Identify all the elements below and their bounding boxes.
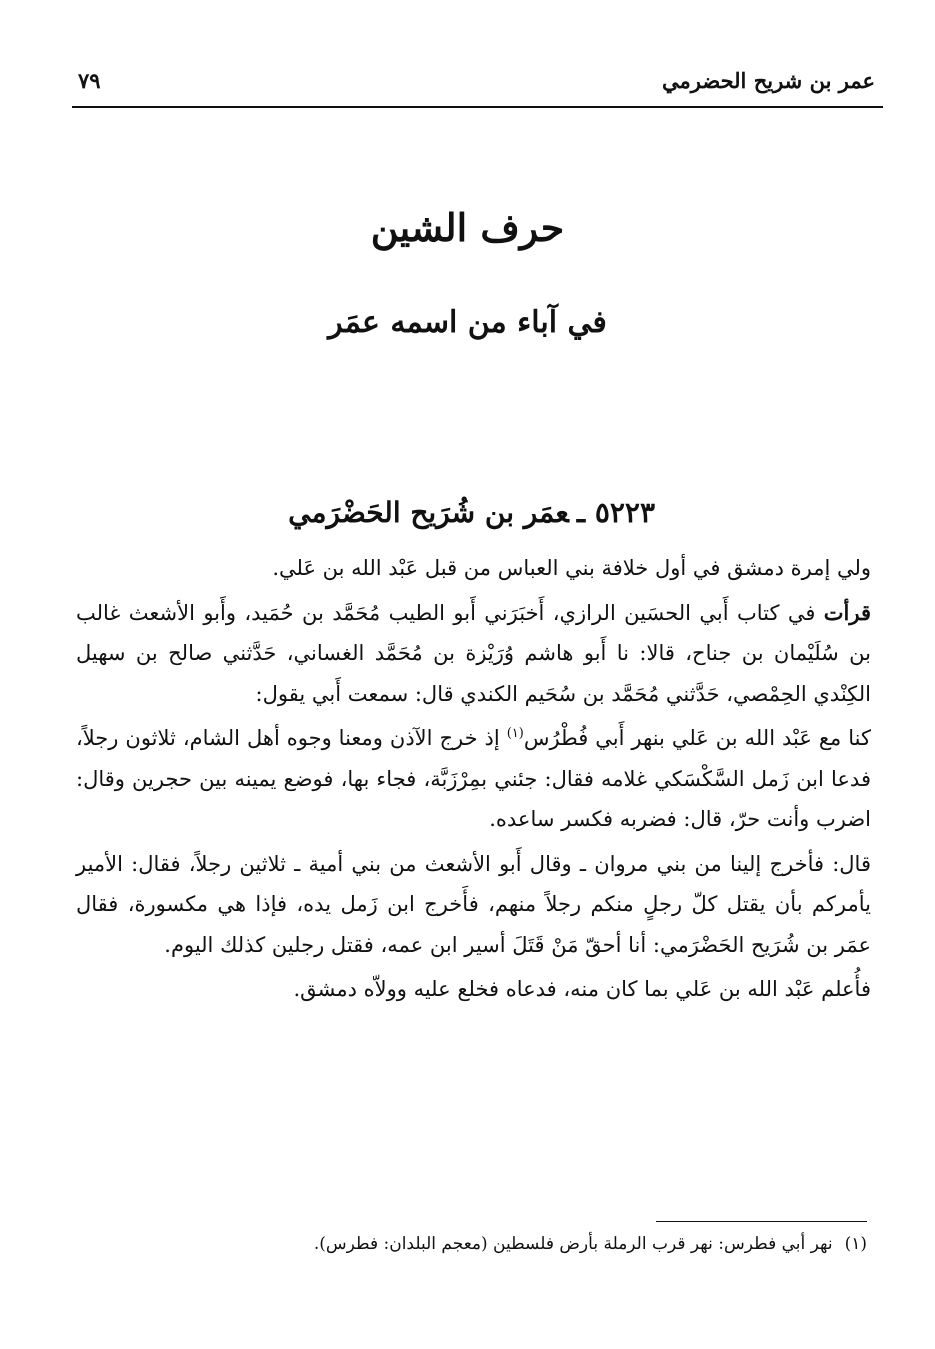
paragraph-2-text: في كتاب أَبي الحسَين الرازي، أَخبَرَني أَبو الطيب مُحَمَّد بن حُمَيد، وأَبو الأشعث غالب بن سُلَيْمان بن جناح، قالا: نا أَبو هاشم وُرَيْزة بن مُحَمَّد الغساني، حَدَّثني صالح بن سهيل الكِنْدي الحِمْصي، حَدَّثني مُحَمَّد بن سُحَيم الكندي قال: سمعت أَبي يقول: xyxy=(76,600,871,706)
body-text xyxy=(76,548,871,1010)
paragraph-2 xyxy=(76,593,871,715)
footnote-marker: (١) xyxy=(844,1234,867,1254)
paragraph-1-text: ولي إمرة دمشق في أول خلافة بني العباس من قبل عَبْد الله بن عَلي. xyxy=(272,556,871,580)
footnote-reference: (١) xyxy=(506,726,524,741)
paragraph-2-lead: قرأت xyxy=(823,599,871,625)
entry-number: ٥٢٢٣ ـ xyxy=(576,496,655,529)
header-rule xyxy=(72,106,883,108)
paragraph-4 xyxy=(76,844,871,966)
entry-name: عمَر بن شُرَيح الحَضْرَمي xyxy=(288,496,569,529)
paragraph-4-text: قال: فأخرج إلينا من بني مروان ـ وقال أَبو الأشعث من بني أمية ـ ثلاثين رجلاً، فقال: الأمير يأمركم بأن يقتل كلّ رجلٍ منكم رجلاً منهم، فأَخرج ابن زَمل يده، فإذا هي مكسورة، فقال عمَر بن شُرَيح الحَضْرَمي: أنا أحقّ مَنْ قَتَلَ أسير ابن عمه، فقتل رجلين كذلك اليوم. xyxy=(76,851,871,957)
paragraph-3-text: كنا مع عَبْد الله بن عَلي بنهر أَبي فُطْرُس xyxy=(523,726,871,750)
running-header xyxy=(78,66,875,102)
running-header-title: عمر بن شريح الحضرمي xyxy=(662,68,875,93)
section-title: في آباء من اسمه عمَر xyxy=(328,305,607,340)
paragraph-3 xyxy=(76,718,871,840)
page-number: ٧٩ xyxy=(78,68,101,93)
paragraph-1 xyxy=(76,548,871,589)
paragraph-3-text-after: إذ خرج الآذن ومعنا وجوه أهل الشام، ثلاثون رجلاً، فدعا ابن زَمل السَّكْسَكي غلامه فقال: جئني بمِرْزَبَّة، فجاء بها، فوضع يمينه بين حجرين وقال: اضرب وأنت حرّ، قال: فضربه فكسر ساعده. xyxy=(76,726,871,831)
entry-heading xyxy=(288,496,655,529)
chapter-title: حرف الشين xyxy=(370,205,565,250)
paragraph-5-text: فأُعلم عَبْد الله بن عَلي بما كان منه، فدعاه فخلع عليه وولاّه دمشق. xyxy=(293,977,871,1001)
footnote-text: نهر أبي فطرس: نهر قرب الرملة بأرض فلسطين (معجم البلدان: فطرس). xyxy=(313,1234,833,1254)
footnote xyxy=(76,1234,867,1254)
paragraph-5 xyxy=(76,969,871,1010)
footnote-rule xyxy=(656,1221,867,1222)
